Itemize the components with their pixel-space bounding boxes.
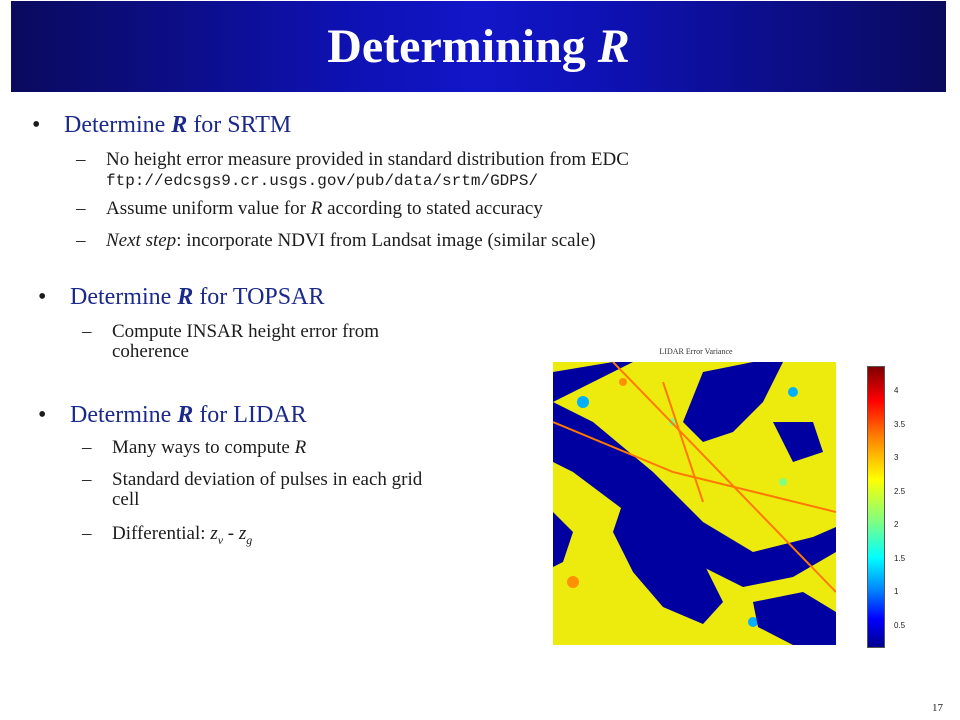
colorbar-tick: 1 <box>894 587 899 596</box>
colorbar-tick: 3.5 <box>894 419 906 429</box>
bullet-srtm-text: Determine R for SRTM <box>64 112 292 138</box>
colorbar-tick: 1.5 <box>894 553 906 563</box>
slide-title: Determining R <box>327 20 630 73</box>
colorbar <box>867 366 885 648</box>
colorbar-tick: 2.5 <box>894 486 906 496</box>
ftp-path: ftp://edcsgs9.cr.usgs.gov/pub/data/srtm/GDPS/ <box>106 172 539 190</box>
colorbar-tick: 0.5 <box>894 620 906 630</box>
colorbar-tick: 3 <box>894 453 899 462</box>
bullet-dot: • <box>32 112 41 138</box>
colorbar-tick: 2 <box>894 520 899 529</box>
page-number: 17 <box>932 702 943 714</box>
lidar-plot-title: LIDAR Error Variance <box>659 347 733 356</box>
title-bar <box>11 1 946 92</box>
bullet-topsar-text: Determine R for TOPSAR <box>70 284 325 310</box>
colorbar-tick: 4 <box>894 386 899 395</box>
lidar-error-map <box>553 362 836 645</box>
bullet-lidar-text: Determine R for LIDAR <box>70 402 307 428</box>
